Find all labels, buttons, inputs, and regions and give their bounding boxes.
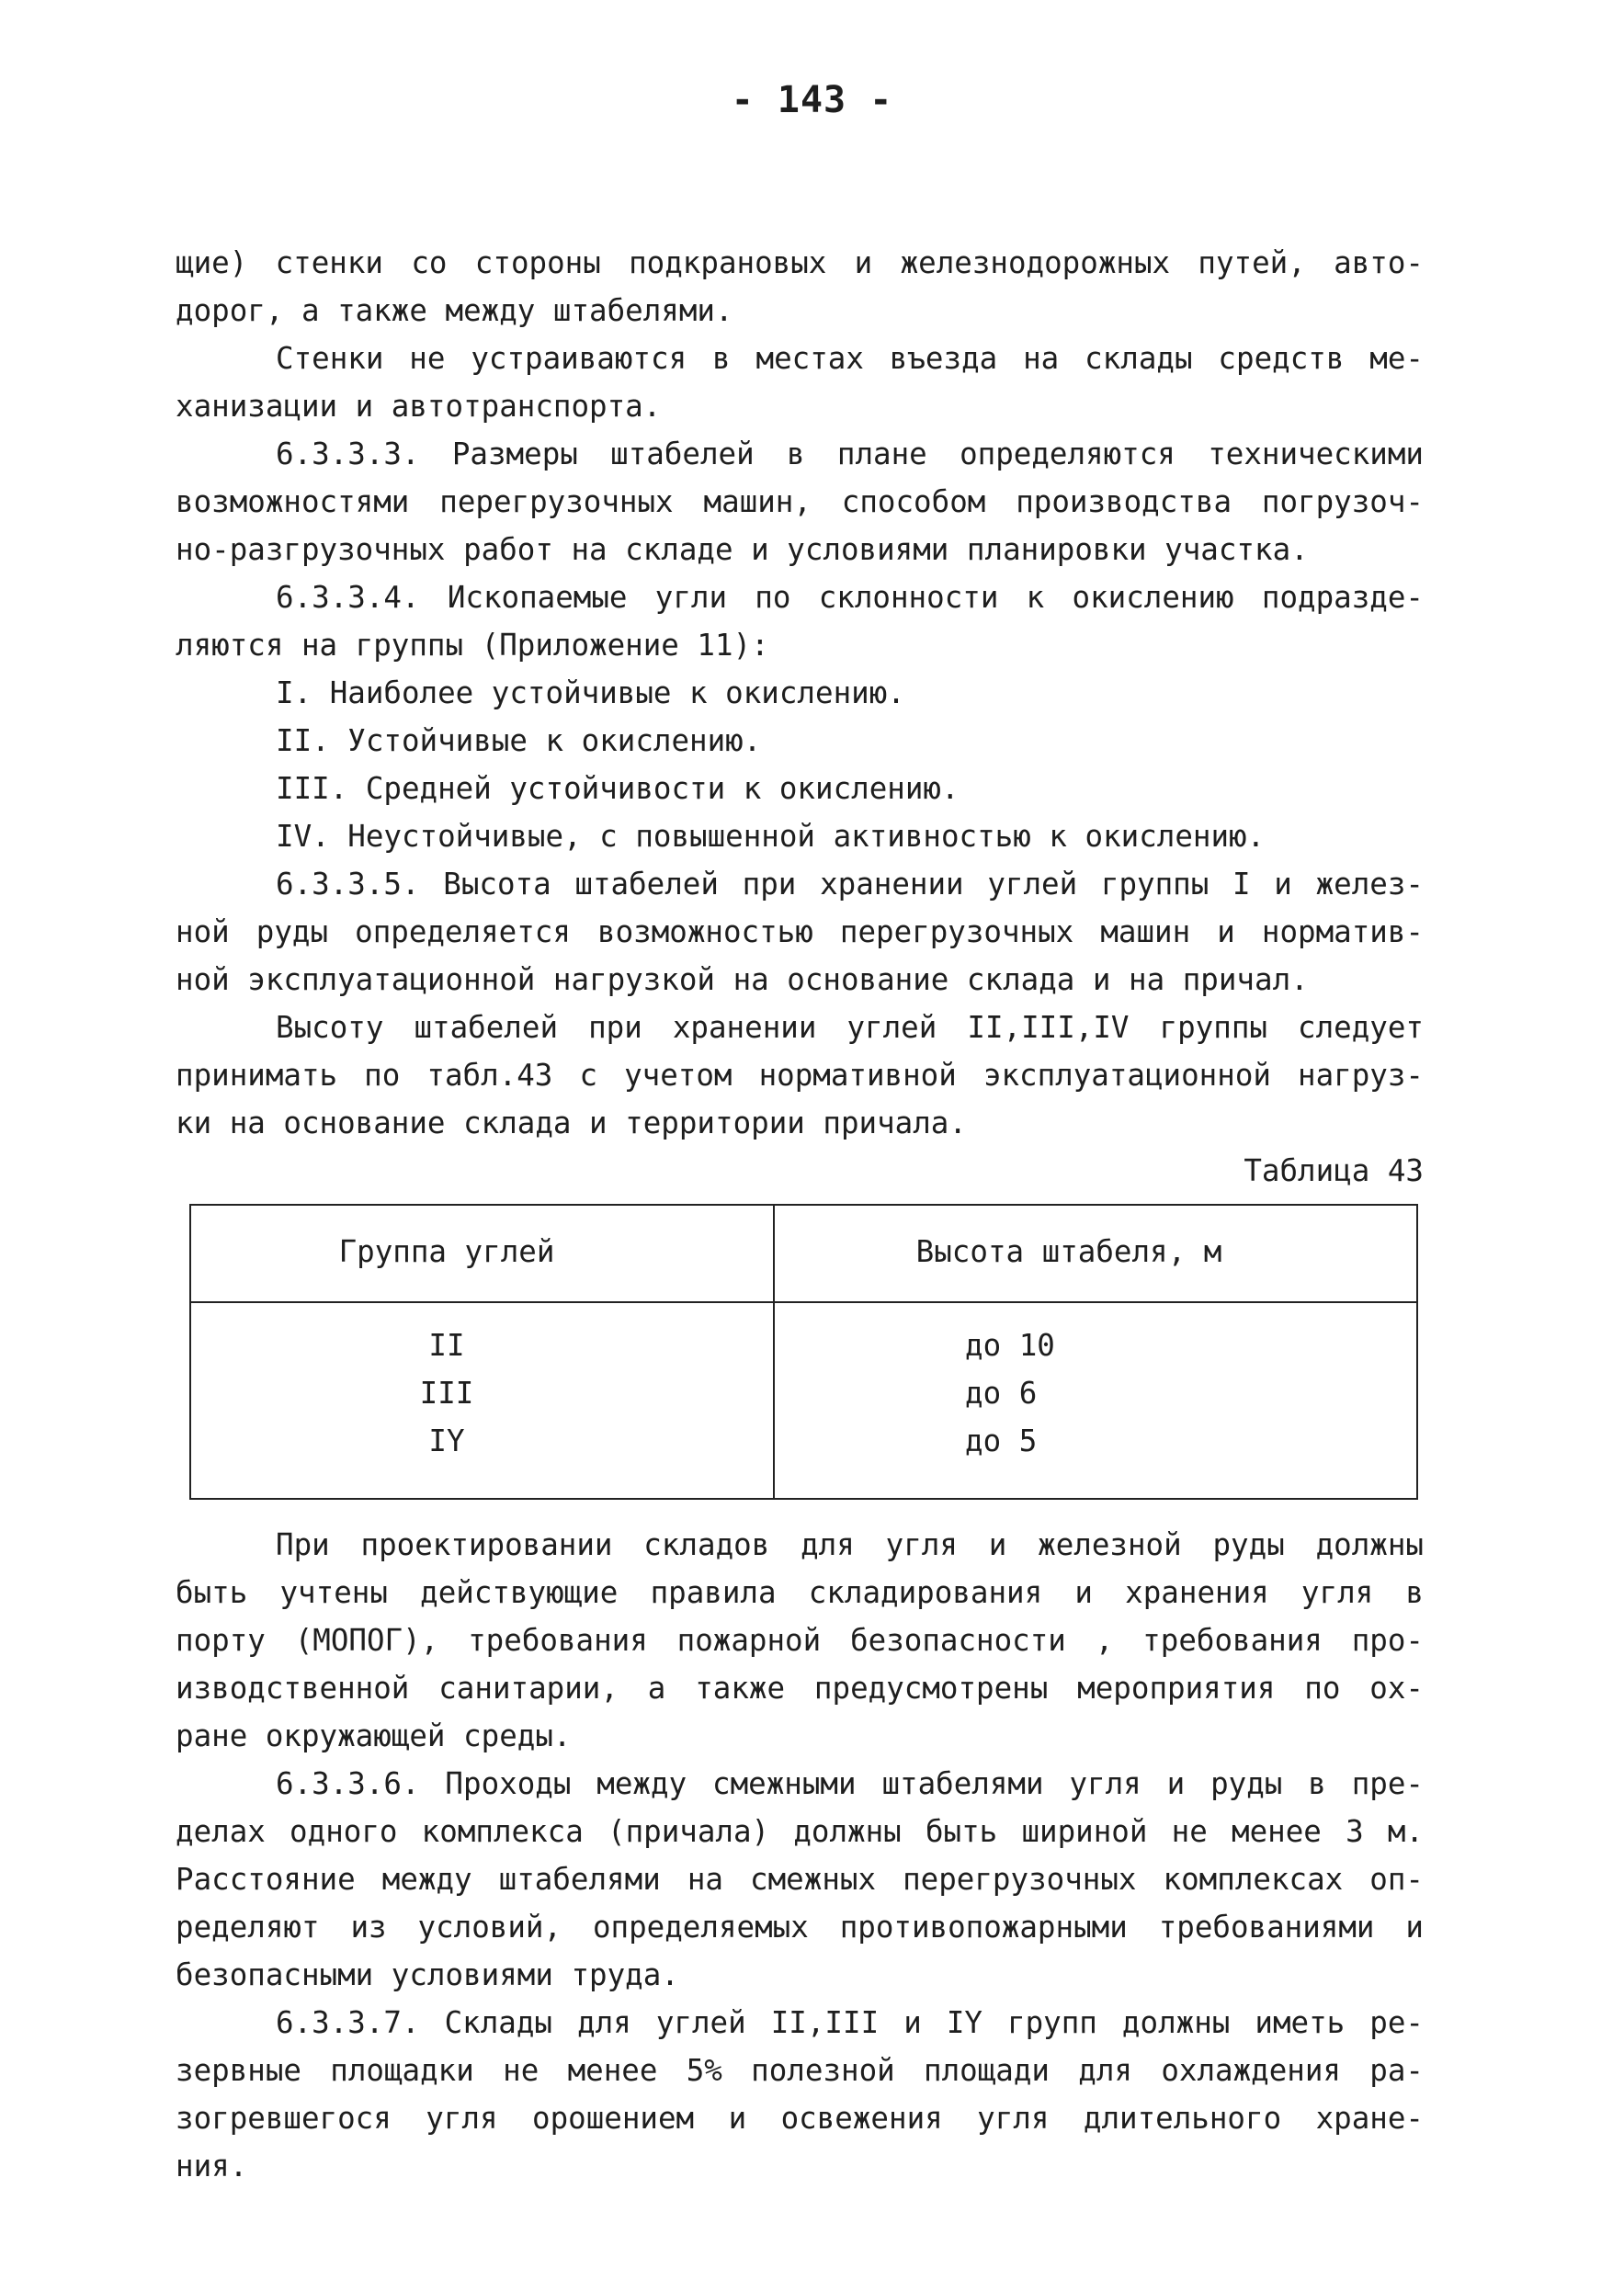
table-cell-group: III — [419, 1376, 474, 1411]
table-cell-group: IY — [428, 1423, 465, 1458]
text-line: 6.3.3.5. Высота штабелей при хранении углей группы I и желез- — [276, 867, 1424, 902]
table-cell-group: II — [428, 1328, 465, 1363]
table-header-separator — [189, 1301, 1418, 1303]
text-line: ределяют из условий, определяемых противопожарными требованиями и — [176, 1910, 1424, 1945]
text-line: зервные площадки не менее 5% полезной площади для охлаждения ра- — [176, 2053, 1424, 2088]
table-border-right — [1416, 1204, 1418, 1500]
text-line: ки на основание склада и территории причала. — [176, 1106, 967, 1140]
table-cell-height: до 6 — [965, 1376, 1038, 1411]
table-border-bottom — [189, 1498, 1418, 1500]
text-line: дорог, а также между штабелями. — [176, 293, 733, 328]
text-line: щие) стенки со стороны подкрановых и железнодорожных путей, авто- — [176, 245, 1424, 280]
table-caption: Таблица 43 — [1244, 1153, 1424, 1188]
list-item: I. Наиболее устойчивые к окислению. — [276, 675, 905, 710]
text-line: Высоту штабелей при хранении углей II,III,IV группы следует — [276, 1010, 1424, 1045]
text-line: ной эксплуатационной нагрузкой на основание склада и на причал. — [176, 962, 1309, 997]
text-line: Стенки не устраиваются в местах въезда на склады средств ме- — [276, 341, 1424, 376]
text-line: порту (МОПОГ), требования пожарной безопасности , требования про- — [176, 1623, 1424, 1658]
list-item: II. Устойчивые к окислению. — [276, 723, 762, 758]
text-line: 6.3.3.4. Ископаемые угли по склонности к окислению подразде- — [276, 580, 1424, 615]
text-line: но-разгрузочных работ на складе и условиями планировки участка. — [176, 532, 1309, 567]
list-item: IV. Неустойчивые, с повышенной активностью к окислению. — [276, 819, 1266, 854]
list-item: III. Средней устойчивости к окислению. — [276, 771, 960, 806]
text-line: изводственной санитарии, а также предусмотрены мероприятия по ох- — [176, 1671, 1424, 1706]
text-line: ной руды определяется возможностью перегрузочных машин и норматив- — [176, 914, 1424, 949]
coal-stack-height-table — [189, 1204, 1418, 1500]
page-number: - 143 - — [731, 79, 893, 121]
table-border-top — [189, 1204, 1418, 1206]
text-line: быть учтены действующие правила складирования и хранения угля в — [176, 1575, 1424, 1610]
text-line: 6.3.3.6. Проходы между смежными штабелями угля и руды в пре- — [276, 1766, 1424, 1801]
text-line: ханизации и автотранспорта. — [176, 389, 662, 424]
text-line: ляются на группы (Приложение 11): — [176, 628, 769, 663]
table-header-height: Высота штабеля, м — [915, 1234, 1222, 1269]
text-line: 6.3.3.3. Размеры штабелей в плане определяются техническими — [276, 437, 1424, 471]
table-header-group: Группа углей — [338, 1234, 555, 1269]
text-line: зогревшегося угля орошением и освежения угля длительного хране- — [176, 2101, 1424, 2136]
table-cell-height: до 5 — [965, 1423, 1038, 1458]
text-line: 6.3.3.7. Склады для углей II,III и IY групп должны иметь ре- — [276, 2005, 1424, 2040]
text-line: возможностями перегрузочных машин, способом производства погрузоч- — [176, 484, 1424, 519]
text-line: безопасными условиями труда. — [176, 1957, 679, 1992]
text-line: При проектировании складов для угля и железной руды должны — [276, 1527, 1424, 1562]
text-line: делах одного комплекса (причала) должны быть шириной не менее 3 м. — [176, 1814, 1424, 1849]
text-line: ния. — [176, 2149, 248, 2183]
text-line: принимать по табл.43 с учетом нормативной эксплуатационной нагруз- — [176, 1058, 1424, 1093]
text-line: ране окружающей среды. — [176, 1718, 572, 1753]
table-cell-height: до 10 — [965, 1328, 1055, 1363]
text-line: Расстояние между штабелями на смежных перегрузочных комплексах оп- — [176, 1862, 1424, 1897]
